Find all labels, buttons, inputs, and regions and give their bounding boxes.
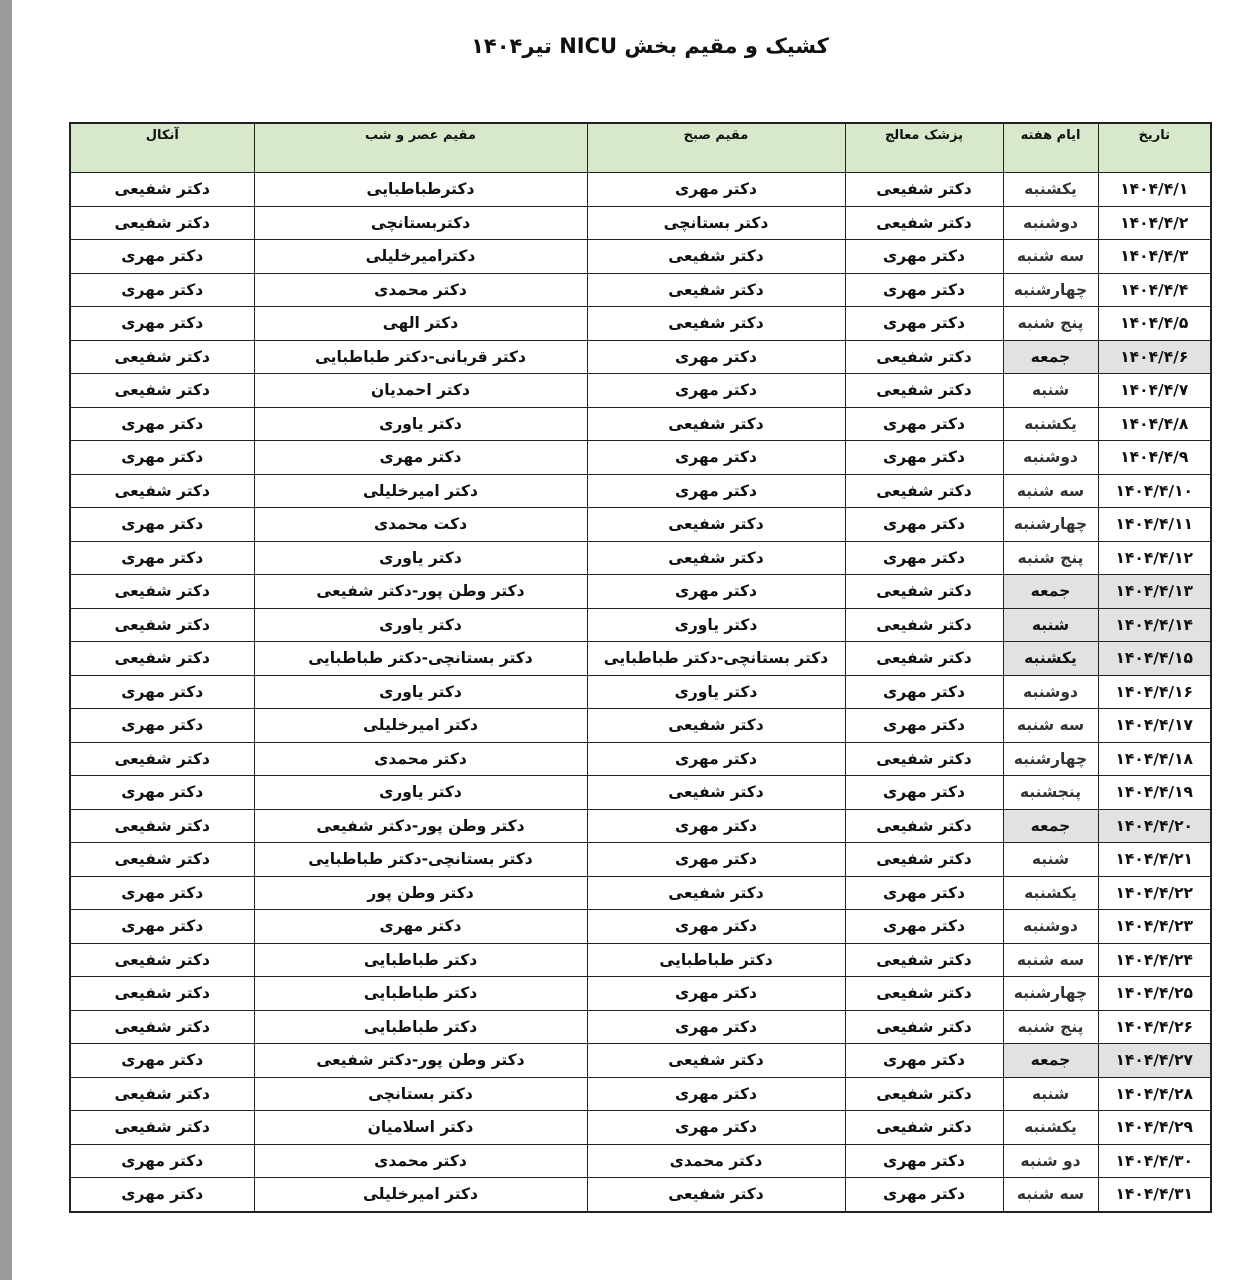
header-evening-night-resident: مقیم عصر و شب [254, 123, 587, 173]
attending-cell: دکتر شفیعی [845, 1111, 1003, 1145]
date-cell: ۱۴۰۴/۴/۱۴ [1098, 608, 1211, 642]
attending-cell: دکتر شفیعی [845, 575, 1003, 609]
date-cell: ۱۴۰۴/۴/۲ [1098, 206, 1211, 240]
weekday-cell: پنجشنبه [1003, 776, 1098, 810]
evening-night-resident-cell: دکتر وطن پور [254, 876, 587, 910]
evening-night-resident-cell: دکتر یاوری [254, 407, 587, 441]
attending-cell: دکتر شفیعی [845, 173, 1003, 207]
table-row [70, 240, 1211, 274]
weekday-cell: جمعه [1003, 809, 1098, 843]
date-cell: ۱۴۰۴/۴/۴ [1098, 273, 1211, 307]
header-day: ایام هفته [1003, 123, 1098, 173]
morning-resident-cell: دکتر شفیعی [587, 273, 845, 307]
attending-cell: دکتر مهری [845, 709, 1003, 743]
attending-cell: دکتر شفیعی [845, 809, 1003, 843]
date-cell: ۱۴۰۴/۴/۲۷ [1098, 1044, 1211, 1078]
oncall-cell: دکتر شفیعی [70, 843, 254, 877]
table-row [70, 206, 1211, 240]
table-row [70, 1077, 1211, 1111]
evening-night-resident-cell: دکتر یاوری [254, 776, 587, 810]
date-cell: ۱۴۰۴/۴/۶ [1098, 340, 1211, 374]
evening-night-resident-cell: دکتر وطن پور-دکتر شفیعی [254, 1044, 587, 1078]
page-title: کشیک و مقیم بخش NICU تیر۱۴۰۴ [471, 34, 829, 58]
morning-resident-cell: دکتر مهری [587, 575, 845, 609]
oncall-cell: دکتر شفیعی [70, 608, 254, 642]
date-cell: ۱۴۰۴/۴/۲۳ [1098, 910, 1211, 944]
evening-night-resident-cell: دکترامیرخلیلی [254, 240, 587, 274]
weekday-cell: چهارشنبه [1003, 977, 1098, 1011]
oncall-cell: دکتر مهری [70, 1144, 254, 1178]
table-row [70, 843, 1211, 877]
date-cell: ۱۴۰۴/۴/۲۵ [1098, 977, 1211, 1011]
oncall-cell: دکتر شفیعی [70, 1010, 254, 1044]
date-cell: ۱۴۰۴/۴/۲۹ [1098, 1111, 1211, 1145]
attending-cell: دکتر مهری [845, 876, 1003, 910]
oncall-cell: دکتر شفیعی [70, 809, 254, 843]
weekday-cell: جمعه [1003, 1044, 1098, 1078]
date-cell: ۱۴۰۴/۴/۱۵ [1098, 642, 1211, 676]
date-cell: ۱۴۰۴/۴/۱ [1098, 173, 1211, 207]
attending-cell: دکتر شفیعی [845, 206, 1003, 240]
attending-cell: دکتر شفیعی [845, 742, 1003, 776]
table-row [70, 776, 1211, 810]
oncall-cell: دکتر شفیعی [70, 173, 254, 207]
evening-night-resident-cell: دکتر یاوری [254, 675, 587, 709]
morning-resident-cell: دکتر شفیعی [587, 876, 845, 910]
attending-cell: دکتر مهری [845, 675, 1003, 709]
attending-cell: دکتر مهری [845, 776, 1003, 810]
date-cell: ۱۴۰۴/۴/۳۱ [1098, 1178, 1211, 1212]
attending-cell: دکتر مهری [845, 508, 1003, 542]
evening-night-resident-cell: دکتر الهی [254, 307, 587, 341]
morning-resident-cell: دکتر مهری [587, 843, 845, 877]
weekday-cell: یکشنبه [1003, 876, 1098, 910]
evening-night-resident-cell: دکتر یاوری [254, 541, 587, 575]
header-oncall: آنکال [70, 123, 254, 173]
morning-resident-cell: دکتر شفیعی [587, 541, 845, 575]
oncall-cell: دکتر شفیعی [70, 977, 254, 1011]
weekday-cell: شنبه [1003, 1077, 1098, 1111]
morning-resident-cell: دکتر محمدی [587, 1144, 845, 1178]
table-row [70, 508, 1211, 542]
table-row [70, 1178, 1211, 1212]
attending-cell: دکتر مهری [845, 1144, 1003, 1178]
morning-resident-cell: دکتر شفیعی [587, 508, 845, 542]
weekday-cell: یکشنبه [1003, 642, 1098, 676]
attending-cell: دکتر شفیعی [845, 1077, 1003, 1111]
oncall-cell: دکتر مهری [70, 910, 254, 944]
oncall-cell: دکتر شفیعی [70, 374, 254, 408]
morning-resident-cell: دکتر شفیعی [587, 240, 845, 274]
morning-resident-cell: دکتر مهری [587, 809, 845, 843]
oncall-cell: دکتر مهری [70, 675, 254, 709]
attending-cell: دکتر مهری [845, 407, 1003, 441]
attending-cell: دکتر مهری [845, 910, 1003, 944]
weekday-cell: شنبه [1003, 608, 1098, 642]
oncall-cell: دکتر شفیعی [70, 1077, 254, 1111]
evening-night-resident-cell: دکتر اسلامیان [254, 1111, 587, 1145]
attending-cell: دکتر مهری [845, 1178, 1003, 1212]
weekday-cell: چهارشنبه [1003, 273, 1098, 307]
attending-cell: دکتر مهری [845, 240, 1003, 274]
table-row [70, 1111, 1211, 1145]
date-cell: ۱۴۰۴/۴/۸ [1098, 407, 1211, 441]
weekday-cell: دوشنبه [1003, 675, 1098, 709]
evening-night-resident-cell: دکتر مهری [254, 910, 587, 944]
morning-resident-cell: دکتر شفیعی [587, 1178, 845, 1212]
weekday-cell: پنج شنبه [1003, 1010, 1098, 1044]
date-cell: ۱۴۰۴/۴/۵ [1098, 307, 1211, 341]
date-cell: ۱۴۰۴/۴/۲۰ [1098, 809, 1211, 843]
oncall-cell: دکتر شفیعی [70, 642, 254, 676]
morning-resident-cell: دکتر مهری [587, 1077, 845, 1111]
evening-night-resident-cell: دکتر محمدی [254, 742, 587, 776]
date-cell: ۱۴۰۴/۴/۱۹ [1098, 776, 1211, 810]
table-row [70, 407, 1211, 441]
morning-resident-cell: دکتر یاوری [587, 675, 845, 709]
oncall-cell: دکتر شفیعی [70, 575, 254, 609]
table-row [70, 742, 1211, 776]
morning-resident-cell: دکتر طباطبایی [587, 943, 845, 977]
table-row [70, 374, 1211, 408]
attending-cell: دکتر مهری [845, 441, 1003, 475]
attending-cell: دکتر شفیعی [845, 943, 1003, 977]
morning-resident-cell: دکتر یاوری [587, 608, 845, 642]
date-cell: ۱۴۰۴/۴/۲۴ [1098, 943, 1211, 977]
morning-resident-cell: دکتر شفیعی [587, 1044, 845, 1078]
evening-night-resident-cell: دکتر طباطبایی [254, 977, 587, 1011]
morning-resident-cell: دکتر مهری [587, 474, 845, 508]
oncall-cell: دکتر مهری [70, 776, 254, 810]
evening-night-resident-cell: دکتر وطن پور-دکتر شفیعی [254, 575, 587, 609]
weekday-cell: سه شنبه [1003, 943, 1098, 977]
weekday-cell: شنبه [1003, 843, 1098, 877]
table-row [70, 340, 1211, 374]
morning-resident-cell: دکتر بستانچی-دکتر طباطبایی [587, 642, 845, 676]
weekday-cell: سه شنبه [1003, 474, 1098, 508]
weekday-cell: پنج شنبه [1003, 307, 1098, 341]
table-row [70, 876, 1211, 910]
header-row [70, 123, 1211, 173]
table-row [70, 709, 1211, 743]
morning-resident-cell: دکتر شفیعی [587, 709, 845, 743]
evening-night-resident-cell: دکتر بستانچی-دکتر طباطبایی [254, 642, 587, 676]
table-row [70, 173, 1211, 207]
weekday-cell: سه شنبه [1003, 1178, 1098, 1212]
oncall-cell: دکتر مهری [70, 441, 254, 475]
date-cell: ۱۴۰۴/۴/۳ [1098, 240, 1211, 274]
evening-night-resident-cell: دکتر وطن پور-دکتر شفیعی [254, 809, 587, 843]
table-row [70, 441, 1211, 475]
evening-night-resident-cell: دکتر بستانچی [254, 1077, 587, 1111]
header-attending: پزشک معالج [845, 123, 1003, 173]
oncall-cell: دکتر مهری [70, 541, 254, 575]
oncall-cell: دکتر شفیعی [70, 474, 254, 508]
date-cell: ۱۴۰۴/۴/۱۰ [1098, 474, 1211, 508]
oncall-cell: دکتر مهری [70, 407, 254, 441]
header-morning-resident: مقیم صبح [587, 123, 845, 173]
weekday-cell: یکشنبه [1003, 407, 1098, 441]
evening-night-resident-cell: دکتر احمدیان [254, 374, 587, 408]
morning-resident-cell: دکتر شفیعی [587, 307, 845, 341]
weekday-cell: یکشنبه [1003, 173, 1098, 207]
table-row [70, 474, 1211, 508]
oncall-cell: دکتر مهری [70, 508, 254, 542]
attending-cell: دکتر شفیعی [845, 977, 1003, 1011]
weekday-cell: شنبه [1003, 374, 1098, 408]
date-cell: ۱۴۰۴/۴/۱۶ [1098, 675, 1211, 709]
weekday-cell: سه شنبه [1003, 240, 1098, 274]
oncall-cell: دکتر شفیعی [70, 742, 254, 776]
morning-resident-cell: دکتر بستانچی [587, 206, 845, 240]
weekday-cell: دوشنبه [1003, 206, 1098, 240]
table-row [70, 809, 1211, 843]
attending-cell: دکتر شفیعی [845, 474, 1003, 508]
date-cell: ۱۴۰۴/۴/۳۰ [1098, 1144, 1211, 1178]
table-row [70, 273, 1211, 307]
oncall-cell: دکتر مهری [70, 240, 254, 274]
table-row [70, 977, 1211, 1011]
attending-cell: دکتر مهری [845, 307, 1003, 341]
date-cell: ۱۴۰۴/۴/۲۲ [1098, 876, 1211, 910]
attending-cell: دکتر شفیعی [845, 608, 1003, 642]
schedule-body [70, 173, 1211, 1212]
weekday-cell: دو شنبه [1003, 1144, 1098, 1178]
attending-cell: دکتر شفیعی [845, 374, 1003, 408]
table-row [70, 608, 1211, 642]
table-row [70, 575, 1211, 609]
attending-cell: دکتر شفیعی [845, 843, 1003, 877]
header-date: تاریخ [1098, 123, 1211, 173]
left-edge-strip [0, 0, 12, 1280]
table-row [70, 1144, 1211, 1178]
date-cell: ۱۴۰۴/۴/۱۱ [1098, 508, 1211, 542]
table-row [70, 910, 1211, 944]
weekday-cell: دوشنبه [1003, 910, 1098, 944]
morning-resident-cell: دکتر مهری [587, 1111, 845, 1145]
morning-resident-cell: دکتر مهری [587, 742, 845, 776]
morning-resident-cell: دکتر مهری [587, 441, 845, 475]
attending-cell: دکتر مهری [845, 1044, 1003, 1078]
oncall-cell: دکتر مهری [70, 273, 254, 307]
date-cell: ۱۴۰۴/۴/۲۱ [1098, 843, 1211, 877]
weekday-cell: سه شنبه [1003, 709, 1098, 743]
weekday-cell: جمعه [1003, 340, 1098, 374]
date-cell: ۱۴۰۴/۴/۱۸ [1098, 742, 1211, 776]
table-row [70, 642, 1211, 676]
attending-cell: دکتر شفیعی [845, 1010, 1003, 1044]
weekday-cell: جمعه [1003, 575, 1098, 609]
oncall-cell: دکتر مهری [70, 1178, 254, 1212]
evening-night-resident-cell: دکتر محمدی [254, 273, 587, 307]
attending-cell: دکتر شفیعی [845, 340, 1003, 374]
oncall-cell: دکتر شفیعی [70, 206, 254, 240]
morning-resident-cell: دکتر مهری [587, 910, 845, 944]
oncall-cell: دکتر شفیعی [70, 943, 254, 977]
weekday-cell: دوشنبه [1003, 441, 1098, 475]
morning-resident-cell: دکتر مهری [587, 1010, 845, 1044]
table-row [70, 307, 1211, 341]
date-cell: ۱۴۰۴/۴/۲۸ [1098, 1077, 1211, 1111]
evening-night-resident-cell: دکتر طباطبایی [254, 943, 587, 977]
date-cell: ۱۴۰۴/۴/۱۲ [1098, 541, 1211, 575]
evening-night-resident-cell: دکتربستانچی [254, 206, 587, 240]
morning-resident-cell: دکتر مهری [587, 173, 845, 207]
morning-resident-cell: دکتر مهری [587, 340, 845, 374]
date-cell: ۱۴۰۴/۴/۱۷ [1098, 709, 1211, 743]
date-cell: ۱۴۰۴/۴/۱۳ [1098, 575, 1211, 609]
evening-night-resident-cell: دکتر امیرخلیلی [254, 1178, 587, 1212]
oncall-cell: دکتر مهری [70, 709, 254, 743]
evening-night-resident-cell: دکتر محمدی [254, 1144, 587, 1178]
date-cell: ۱۴۰۴/۴/۹ [1098, 441, 1211, 475]
weekday-cell: چهارشنبه [1003, 742, 1098, 776]
oncall-cell: دکتر مهری [70, 307, 254, 341]
evening-night-resident-cell: دکتر طباطبایی [254, 1010, 587, 1044]
schedule-table [69, 122, 1212, 1213]
evening-night-resident-cell: دکترطباطبایی [254, 173, 587, 207]
morning-resident-cell: دکتر شفیعی [587, 407, 845, 441]
weekday-cell: چهارشنبه [1003, 508, 1098, 542]
morning-resident-cell: دکتر شفیعی [587, 776, 845, 810]
table-row [70, 1010, 1211, 1044]
table-row [70, 541, 1211, 575]
table-row [70, 943, 1211, 977]
weekday-cell: پنج شنبه [1003, 541, 1098, 575]
morning-resident-cell: دکتر مهری [587, 374, 845, 408]
oncall-cell: دکتر مهری [70, 876, 254, 910]
attending-cell: دکتر مهری [845, 541, 1003, 575]
evening-night-resident-cell: دکتر مهری [254, 441, 587, 475]
oncall-cell: دکتر شفیعی [70, 1111, 254, 1145]
evening-night-resident-cell: دکتر بستانچی-دکتر طباطبایی [254, 843, 587, 877]
evening-night-resident-cell: دکتر امیرخلیلی [254, 709, 587, 743]
oncall-cell: دکتر شفیعی [70, 340, 254, 374]
weekday-cell: یکشنبه [1003, 1111, 1098, 1145]
morning-resident-cell: دکتر مهری [587, 977, 845, 1011]
table-row [70, 675, 1211, 709]
date-cell: ۱۴۰۴/۴/۲۶ [1098, 1010, 1211, 1044]
evening-night-resident-cell: دکت محمدی [254, 508, 587, 542]
evening-night-resident-cell: دکتر امیرخلیلی [254, 474, 587, 508]
attending-cell: دکتر مهری [845, 273, 1003, 307]
oncall-cell: دکتر مهری [70, 1044, 254, 1078]
attending-cell: دکتر شفیعی [845, 642, 1003, 676]
table-row [70, 1044, 1211, 1078]
evening-night-resident-cell: دکتر قربانی-دکتر طباطبایی [254, 340, 587, 374]
evening-night-resident-cell: دکتر یاوری [254, 608, 587, 642]
date-cell: ۱۴۰۴/۴/۷ [1098, 374, 1211, 408]
